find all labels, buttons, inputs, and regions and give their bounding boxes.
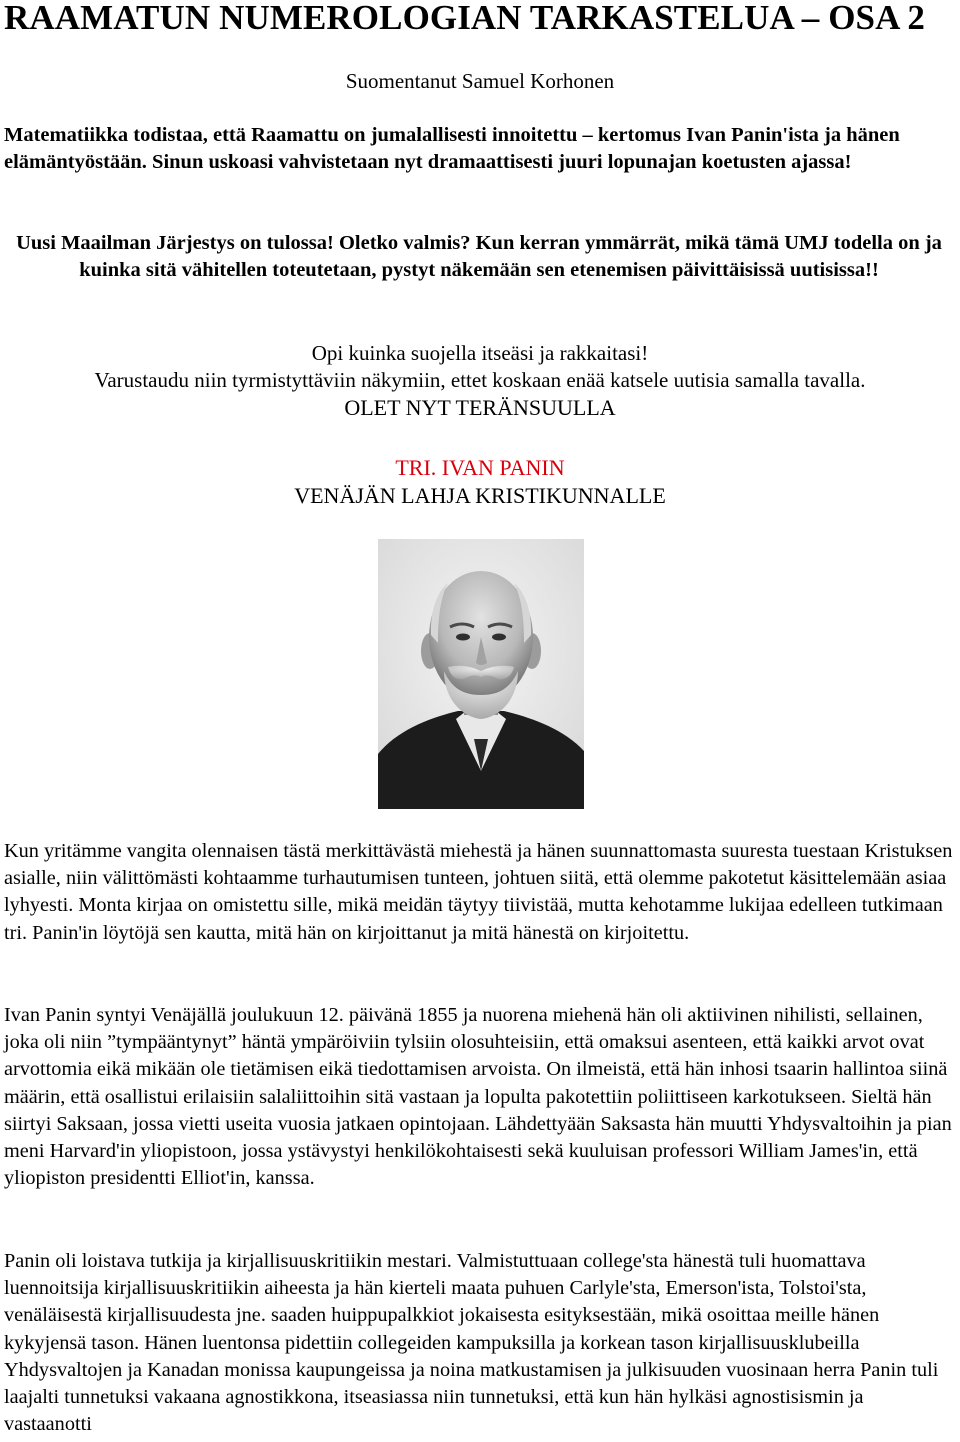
page-title: RAAMATUN NUMEROLOGIAN TARKASTELUA – OSA 2	[4, 0, 926, 37]
umj-paragraph: Uusi Maailman Järjestys on tulossa! Oletko valmis? Kun kerran ymmärrät, mikä tämä UMJ todella on ja kuinka sitä vähitellen toteutetaan, pystyt näkemään sen etenemisen päivittäisissä uutisissa!!	[16, 232, 942, 281]
subject-tagline: VENÄJÄN LAHJA KRISTIKUNNALLE	[294, 483, 666, 508]
translator-credit: Suomentanut Samuel Korhonen	[345, 69, 615, 93]
cta-line-3: OLET NYT TERÄNSUULLA	[344, 395, 616, 420]
body-paragraph-3: Panin oli loistava tutkija ja kirjallisuuskritiikin mestari. Valmistuttuaan college'sta hänestä tuli huomattava luennoitsija kirjallisuuskritiikin aiheesta ja hän kierteli maata puhuen Carlyle'sta, Emerson'ista, Tolstoi'sta, venäläisestä kirjallisuudesta jne. saaden huippupalkkiot jokaisesta esityksestään, mikä osoittaa meille hänen kykyjensä tason. Hänen luentonsa pidettiin collegeiden kampuksilla ja korkean tason kirjallisuusklubeilla Yhdysvaltojen ja Kanadan monissa kaupungeissa ja noina matkustamisen ja julkisuuden vuosinaan herra Panin tuli laajalti tunnetuksi vakaana agnostikkona, itseasiassa niin tunnetuksi, että kun hän hylkäsi agnostisismin ja vastaanotti	[4, 1250, 939, 1436]
cta-line-2: Varustaudu niin tyrmistyttäviin näkymiin, ettet koskaan enää katsele uutisia samalla tavalla.	[94, 368, 866, 392]
cta-line-1: Opi kuinka suojella itseäsi ja rakkaitasi!	[311, 341, 649, 365]
portrait-illustration	[378, 539, 584, 809]
subject-name: TRI. IVAN PANIN	[395, 455, 565, 480]
body-paragraph-1: Kun yritämme vangita olennaisen tästä merkittävästä miehestä ja hänen suunnattomasta suuresta tuestaan Kristuksen asialle, niin välittömästi kohtaamme turhautumisen tunteen, johtuen siitä, että olemme pakotetut käsittelemään asiaa lyhyesti. Monta kirjaa on omistettu sille, mikä meidän täytyy tiivistää, mutta kehotamme lukijaa edelleen tutkimaan tri. Panin'in löytöjä sen kautta, mitä hän on kirjoittanut ja mitä hänestä on kirjoitettu.	[4, 840, 953, 944]
portrait-photo	[378, 539, 584, 809]
body-paragraph-2: Ivan Panin syntyi Venäjällä joulukuun 12. päivänä 1855 ja nuorena miehenä hän oli aktiivinen nihilisti, sellainen, joka oli niin ”tympääntynyt” häntä ympäröiviin tylsiin olosuhteisiin, että omaksui asenteen, että kaikki arvot ovat arvottomia eikä mikään ole tietämisen eikä tiedottamisen arvoista. On ilmeistä, että hän inhosi tsaarin hallintoa siinä määrin, että osallistui erilaisiin salaliittoihin sitä vastaan ja lopulta pakotettiin poliittiseen karkotukseen. Sieltä hän siirtyi Saksaan, jossa vietti useita vuosia jatkaen opintojaan. Lähdettyään Saksasta hän muutti Yhdysvaltoihin ja pian meni Harvard'in yliopistoon, jossa ystävystyi henkilökohtaisesti sekä kuuluisan professori William James'in, että yliopiston presidentti Elliot'in, kanssa.	[4, 1004, 952, 1190]
intro-bold-paragraph: Matematiikka todistaa, että Raamattu on jumalallisesti innoitettu – kertomus Ivan Panin'ista ja hänen elämäntyöstään. Sinun uskoasi vahvistetaan nyt dramaattisesti juuri lopunajan koetusten ajassa!	[4, 124, 900, 173]
